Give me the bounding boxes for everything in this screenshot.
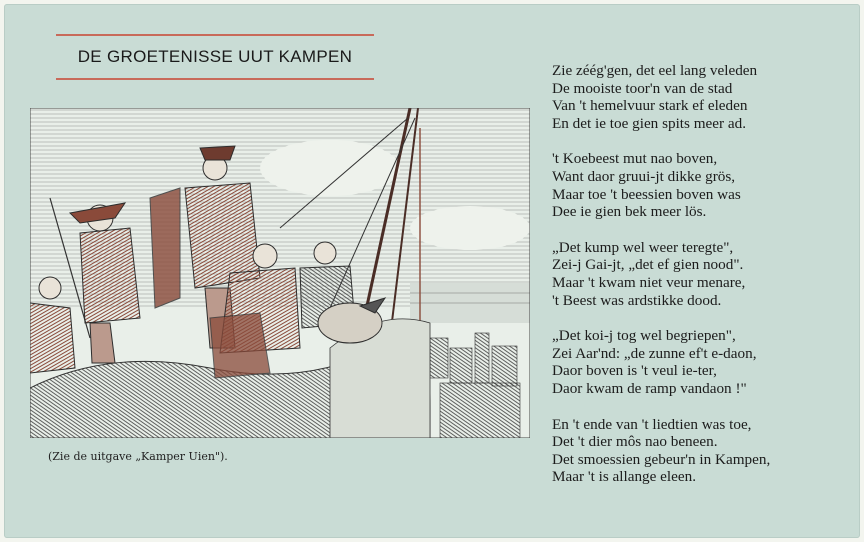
engraving-illustration — [30, 108, 530, 438]
poem-line: Daor kwam de ramp vandaon !" — [552, 379, 747, 397]
poem-line: Want daor gruui-jt dikke grös, — [552, 167, 736, 185]
poem-line: Det 't dier môs nao beneen. — [552, 433, 718, 451]
illustration-caption: (Zie de uitgave „Kamper Uien"). — [48, 450, 228, 463]
poem-line: „Det kump wel weer teregte", — [552, 238, 734, 256]
postcard — [4, 4, 860, 538]
poem-line: En 't ende van 't liedtien was toe, — [552, 415, 752, 433]
stanza-3 — [552, 239, 852, 309]
poem-line: Zei Aar'nd: „de zunne ef't e-daon, — [552, 344, 757, 362]
poem-line: Det smoessien gebeur'n in Kampen, — [552, 450, 771, 468]
poem — [552, 62, 852, 504]
poem-line: Zei-j Gai-jt, „det ef gien nood". — [552, 256, 744, 274]
poem-line: Maar 't kwam niet veur menare, — [552, 273, 746, 291]
poem-line: „Det koi-j tog wel begriepen", — [552, 327, 736, 345]
stanza-4 — [552, 327, 852, 397]
poem-line: 't Koebeest mut nao boven, — [552, 150, 718, 168]
poem-line: Daor boven is 't veul ie-ter, — [552, 362, 717, 380]
poem-line: Zie zéég'gen, det eel lang veleden — [552, 62, 758, 79]
poem-line: De mooiste toor'n van de stad — [552, 79, 733, 97]
poem-line: Maar toe 't beessien boven was — [552, 185, 741, 203]
stanza-1 — [552, 62, 852, 132]
stanza-2 — [552, 150, 852, 220]
poem-line: Dee ie gien bek meer lös. — [552, 203, 707, 221]
poem-line: 't Beest was ardstikke dood. — [552, 291, 722, 309]
engraving-svg — [30, 108, 530, 438]
poem-line: Van 't hemelvuur stark ef eleden — [552, 97, 748, 115]
page-title: DE GROETENISSE UUT KAMPEN — [77, 47, 353, 66]
title-frame — [56, 34, 374, 80]
stanza-5 — [552, 416, 852, 486]
poem-line: En det ie toe gien spits meer ad. — [552, 114, 747, 132]
poem-line: Maar 't is allange eleen. — [552, 468, 696, 486]
